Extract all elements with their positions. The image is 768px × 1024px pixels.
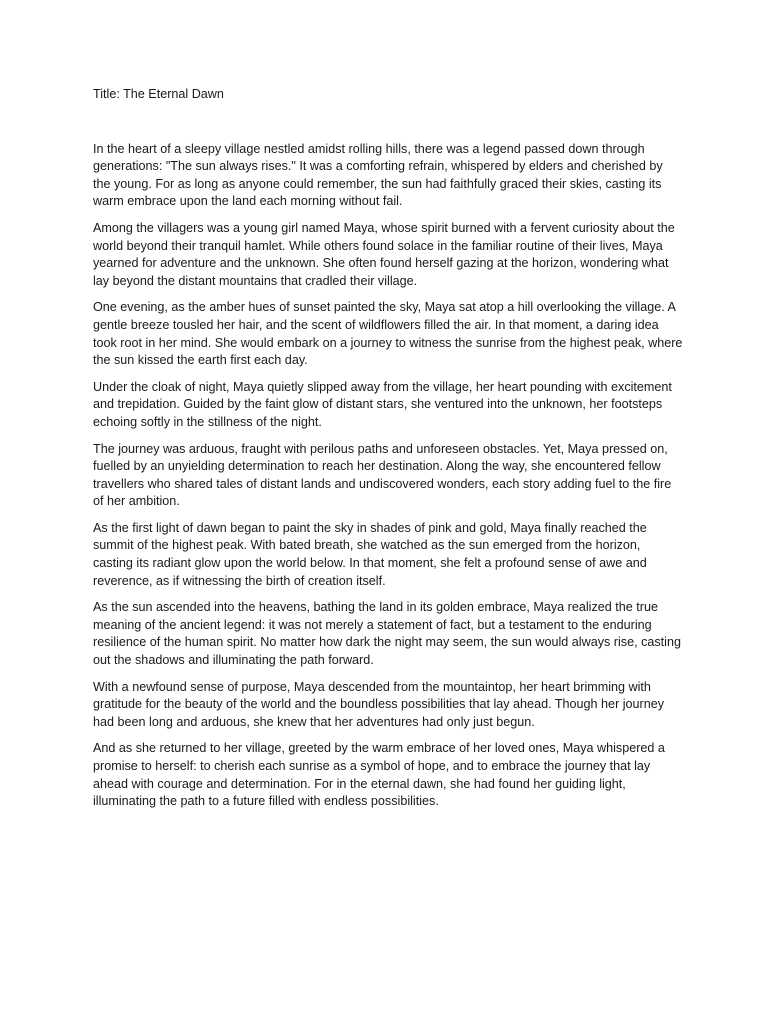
document-title: Title: The Eternal Dawn	[93, 87, 224, 101]
paragraph-9: And as she returned to her village, greeted by the warm embrace of her loved ones, Maya whispered a promise to herself: to cherish each sunrise as a symbol of hope, and to embrace the journey that lay ahead with courage and determination. For in the eternal dawn, she had found her guiding light, illuminating the path to a future filled with endless possibilities.	[93, 741, 665, 809]
paragraph-6: As the first light of dawn began to paint the sky in shades of pink and gold, Maya finally reached the summit of the highest peak. With bated breath, she watched as the sun emerged from the horizon, casting its radiant glow upon the world below. In that moment, she felt a profound sense of awe and reverence, as if witnessing the birth of creation itself.	[93, 520, 647, 588]
paragraph-3: One evening, as the amber hues of sunset painted the sky, Maya sat atop a hill overlooking the village. A gentle breeze tousled her hair, and the scent of wildflowers filled the air. In that moment, a daring idea took root in her mind. She would embark on a journey to witness the sunrise from the highest peak, where the sun kissed the earth first each day.	[93, 300, 683, 368]
paragraph-1: In the heart of a sleepy village nestled amidst rolling hills, there was a legend passed down through generations: "The sun always rises." It was a comforting refrain, whispered by elders and cherished by the young. For as long as anyone could remember, the sun had faithfully graced their skies, casting its warm embrace upon the land each morning without fail.	[93, 141, 663, 209]
document-body	[93, 86, 683, 820]
paragraph-4: Under the cloak of night, Maya quietly slipped away from the village, her heart pounding with excitement and trepidation. Guided by the faint glow of distant stars, she ventured into the unknown, her footsteps echoing softly in the stillness of the night.	[93, 379, 672, 429]
paragraph-8: With a newfound sense of purpose, Maya descended from the mountaintop, her heart brimming with gratitude for the beauty of the world and the boundless possibilities that lay ahead. Though her journey had been long and arduous, she knew that her adventures had only just begun.	[93, 679, 665, 729]
paragraph-5: The journey was arduous, fraught with perilous paths and unforeseen obstacles. Yet, Maya pressed on, fuelled by an unyielding determination to reach her destination. Along the way, she encountered fellow travellers who shared tales of distant lands and undiscovered wonders, each story adding fuel to the fire of her ambition.	[93, 441, 672, 509]
paragraph-7: As the sun ascended into the heavens, bathing the land in its golden embrace, Maya realized the true meaning of the ancient legend: it was not merely a statement of fact, but a testament to the enduring resilience of the human spirit. No matter how dark the night may seem, the sun would always rise, casting out the shadows and illuminating the path forward.	[93, 600, 681, 668]
paragraph-2: Among the villagers was a young girl named Maya, whose spirit burned with a fervent curiosity about the world beyond their tranquil hamlet. While others found solace in the familiar routine of their lives, Maya yearned for adventure and the unknown. She often found herself gazing at the horizon, wondering what lay beyond the distant mountains that cradled their village.	[93, 220, 675, 288]
